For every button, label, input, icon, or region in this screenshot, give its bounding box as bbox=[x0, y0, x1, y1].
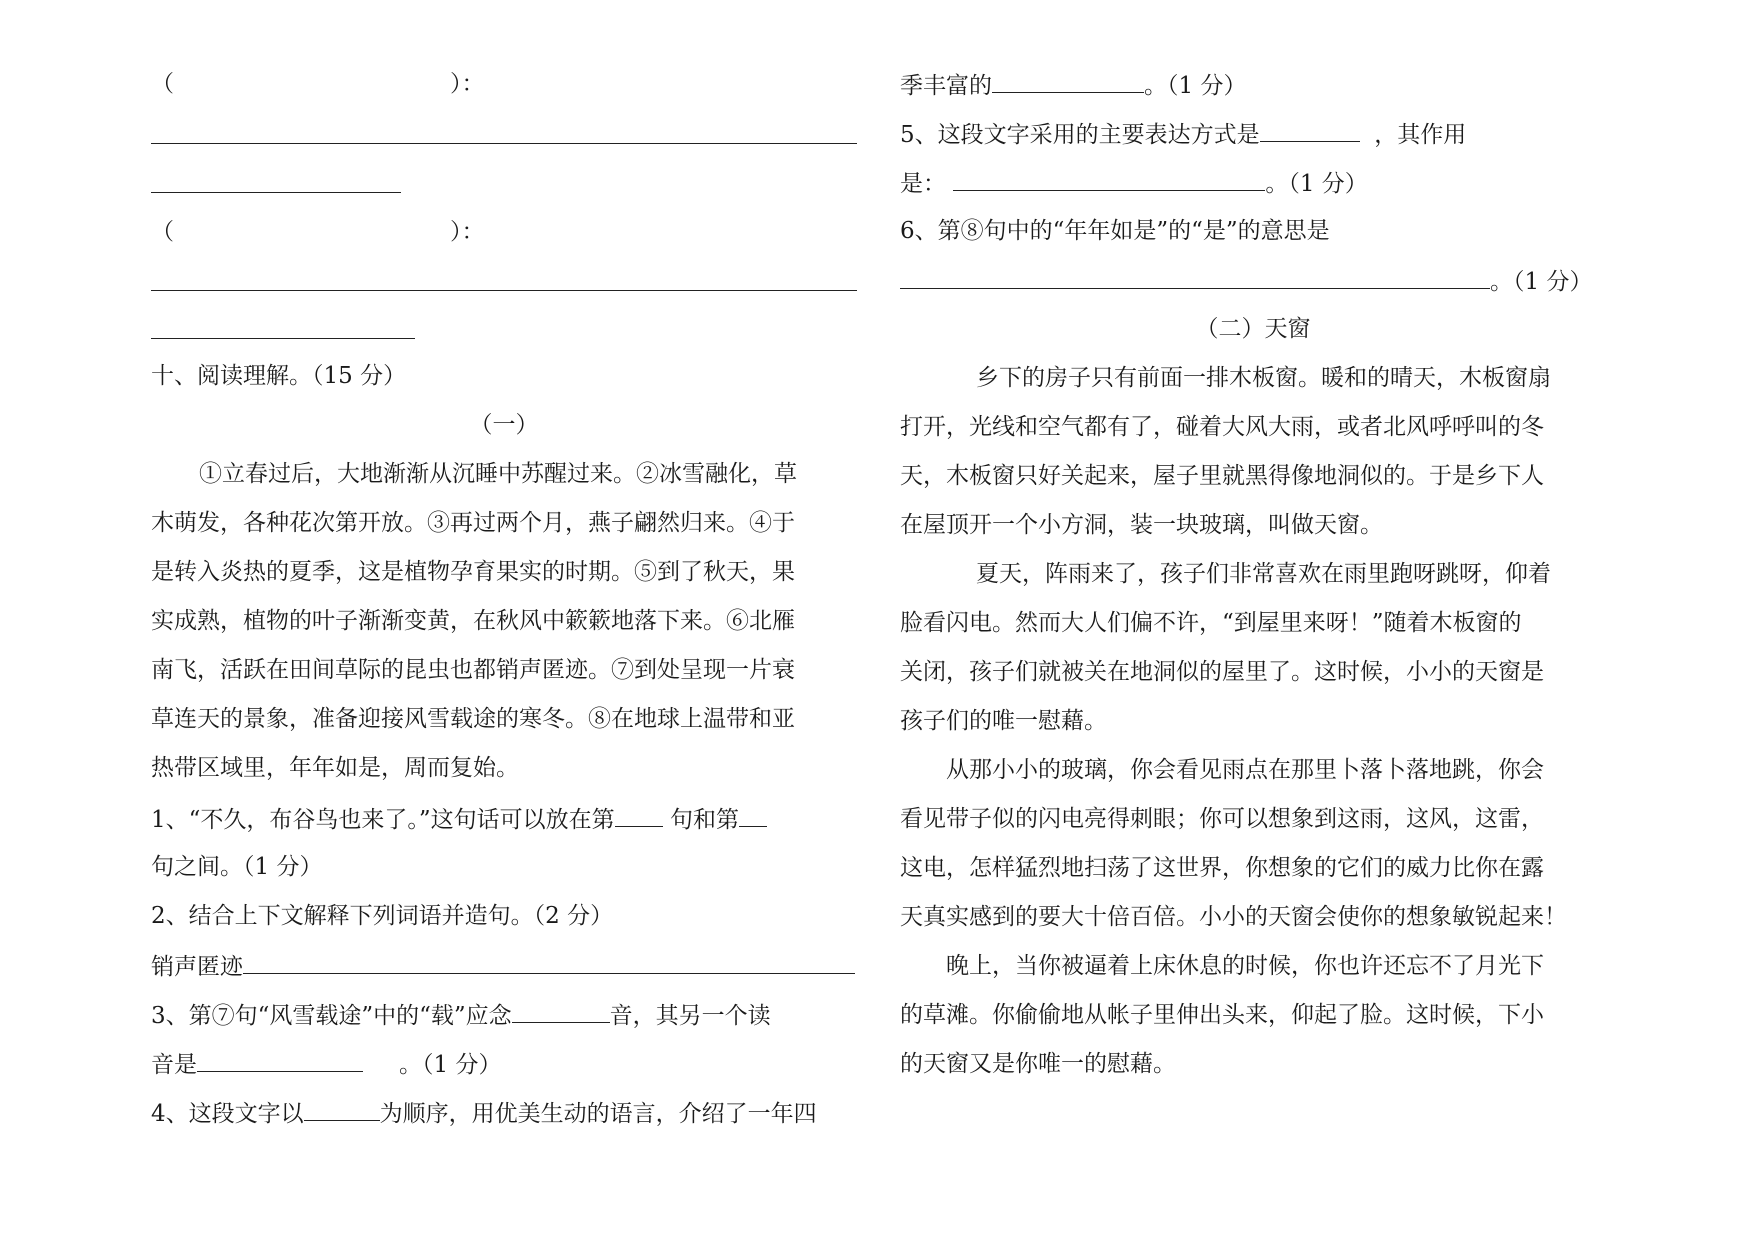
passage-line: 天真实感到的要大十倍百倍。小小的天窗会使你的想象敏锐起来！ bbox=[900, 904, 1567, 930]
passage-line: 南飞，活跃在田间草际的昆虫也都销声匿迹。⑦到处呈现一片衰 bbox=[151, 657, 795, 683]
passage-line: ①立春过后，大地渐渐从沉睡中苏醒过来。②冰雪融化，草 bbox=[199, 461, 797, 487]
question-text: 句和第 bbox=[669, 807, 739, 833]
question-text: 销声匿迹 bbox=[151, 954, 243, 980]
blank-field[interactable] bbox=[304, 1098, 380, 1121]
question-4 bbox=[151, 1098, 817, 1126]
answer-bracket-2: （ ）： bbox=[151, 219, 485, 245]
blank-field[interactable] bbox=[197, 1049, 363, 1072]
part-one-title: （一） bbox=[469, 412, 539, 438]
blank-field[interactable] bbox=[739, 804, 767, 827]
passage-line: 热带区域里，年年如是，周而复始。 bbox=[151, 755, 519, 781]
blank-field[interactable] bbox=[953, 168, 1265, 191]
blank-field[interactable] bbox=[992, 70, 1144, 93]
passage-line: 实成熟，植物的叶子渐渐变黄，在秋风中簌簌地落下来。⑥北雁 bbox=[151, 608, 795, 634]
answer-bracket-1: （ ）： bbox=[151, 71, 485, 97]
question-text: 。（1 分） bbox=[1144, 73, 1247, 99]
section-title: 十、阅读理解。（15 分） bbox=[151, 363, 407, 389]
passage-line: 孩子们的唯一慰藉。 bbox=[900, 708, 1107, 734]
passage-line: 关闭，孩子们就被关在地洞似的屋里了。这时候，小小的天窗是 bbox=[900, 659, 1544, 685]
blank-field[interactable] bbox=[512, 1000, 610, 1023]
passage-line: 的天窗又是你唯一的慰藉。 bbox=[900, 1051, 1176, 1077]
question-text: 。（1 分） bbox=[1265, 171, 1368, 197]
blank-field[interactable] bbox=[900, 266, 1490, 289]
question-text: 。（1 分） bbox=[1490, 269, 1593, 295]
passage-line: 在屋顶开一个小方洞，装一块玻璃，叫做天窗。 bbox=[900, 512, 1383, 538]
question-6-cont bbox=[900, 266, 1592, 294]
blank-field[interactable] bbox=[615, 804, 663, 827]
passage-line: 木萌发，各种花次第开放。③再过两个月，燕子翩然归来。④于 bbox=[151, 510, 795, 536]
passage-line: 脸看闪电。然而大人们偏不许，“到屋里来呀！”随着木板窗的 bbox=[900, 610, 1522, 636]
passage-line: 这电，怎样猛烈地扫荡了这世界，你想象的它们的威力比你在露 bbox=[900, 855, 1544, 881]
answer-line[interactable] bbox=[151, 192, 401, 193]
passage-line: 的草滩。你偷偷地从帐子里伸出头来，仰起了脸。这时候，下小 bbox=[900, 1002, 1544, 1028]
question-text: 为顺序，用优美生动的语言，介绍了一年四 bbox=[379, 1101, 817, 1127]
passage-line: 打开，光线和空气都有了，碰着大风大雨，或者北风呼呼叫的冬 bbox=[900, 414, 1544, 440]
question-text: ，其作用 bbox=[1374, 122, 1467, 148]
left-column bbox=[151, 0, 857, 1235]
answer-line[interactable] bbox=[151, 338, 415, 339]
question-text: 1、“不久，布谷鸟也来了。”这句话可以放在第 bbox=[151, 807, 615, 833]
answer-line[interactable] bbox=[151, 290, 857, 291]
question-text: 3、第⑦句“风雪载途”中的“载”应念 bbox=[151, 1003, 512, 1029]
question-4-cont bbox=[900, 70, 1246, 98]
question-text: 4、这段文字以 bbox=[151, 1101, 304, 1127]
passage-line: 是转入炎热的夏季，这是植物孕育果实的时期。⑤到了秋天，果 bbox=[151, 559, 795, 585]
blank-field[interactable] bbox=[1260, 119, 1360, 142]
right-column bbox=[900, 0, 1606, 1235]
question-text: 音是 bbox=[151, 1052, 197, 1078]
question-text: 5、这段文字采用的主要表达方式是 bbox=[900, 122, 1260, 148]
question-3-cont bbox=[151, 1049, 501, 1077]
passage-line: 看见带子似的闪电亮得刺眼；你可以想象到这雨，这风，这雷， bbox=[900, 806, 1544, 832]
passage-line: 从那小小的玻璃，你会看见雨点在那里卜落卜落地跳，你会 bbox=[946, 757, 1544, 783]
answer-line[interactable] bbox=[151, 143, 857, 144]
passage-line: 天，木板窗只好关起来，屋子里就黑得像地洞似的。于是乡下人 bbox=[900, 463, 1544, 489]
question-text: 音，其另一个读 bbox=[609, 1003, 771, 1029]
passage-line: 晚上，当你被逼着上床休息的时候，你也许还忘不了月光下 bbox=[946, 953, 1544, 979]
question-text: 是： bbox=[900, 171, 946, 197]
question-1 bbox=[151, 804, 767, 832]
question-2: 2、结合上下文解释下列词语并造句。（2 分） bbox=[151, 903, 614, 929]
question-2-word bbox=[151, 951, 855, 979]
question-6: 6、第⑧句中的“年年如是”的“是”的意思是 bbox=[900, 218, 1330, 244]
question-text: 季丰富的 bbox=[900, 73, 992, 99]
part-two-title: （二）天窗 bbox=[1195, 316, 1311, 342]
passage-line: 乡下的房子只有前面一排木板窗。暖和的晴天，木板窗扇 bbox=[976, 365, 1551, 391]
question-text: 。（1 分） bbox=[399, 1052, 502, 1078]
passage-line: 夏天，阵雨来了，孩子们非常喜欢在雨里跑呀跳呀，仰着 bbox=[976, 561, 1551, 587]
question-5 bbox=[900, 119, 1466, 147]
blank-field[interactable] bbox=[243, 951, 855, 974]
question-1-cont: 句之间。（1 分） bbox=[151, 854, 323, 880]
passage-line: 草连天的景象，准备迎接风雪载途的寒冬。⑧在地球上温带和亚 bbox=[151, 706, 795, 732]
question-3 bbox=[151, 1000, 771, 1028]
question-5-cont bbox=[900, 168, 1368, 196]
